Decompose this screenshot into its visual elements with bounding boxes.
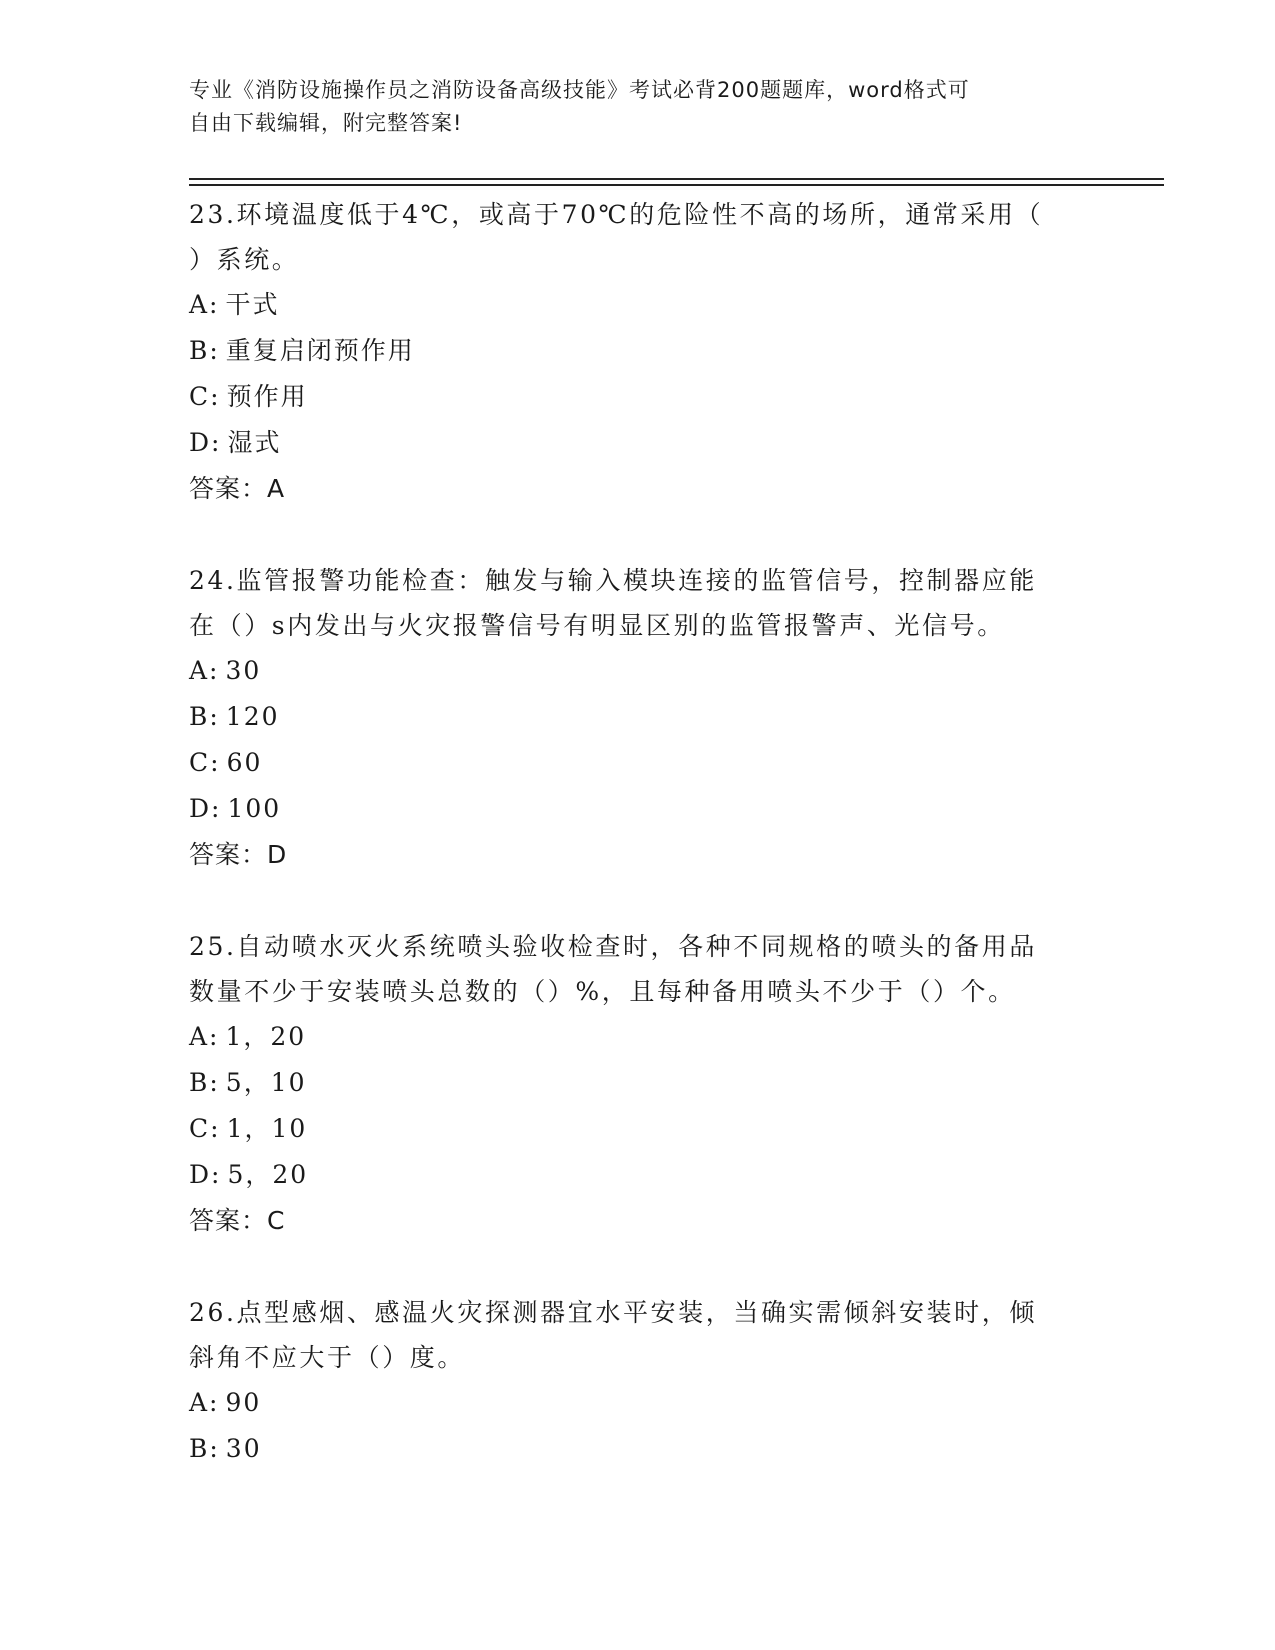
answer-line: 答案：D bbox=[189, 840, 288, 869]
option-text: 干式 bbox=[225, 290, 280, 319]
option-label: B: bbox=[189, 1068, 220, 1097]
option-text: 90 bbox=[225, 1388, 262, 1417]
option-a bbox=[189, 1014, 1089, 1060]
option-label: D: bbox=[189, 428, 222, 457]
option-label: B: bbox=[189, 1434, 220, 1463]
option-label: A: bbox=[189, 656, 220, 685]
question-stem-line-2: 在（）s内发出与火灾报警信号有明显区别的监管报警声、光信号。 bbox=[189, 611, 1005, 640]
question-stem bbox=[189, 1290, 1089, 1380]
option-label: C: bbox=[189, 382, 221, 411]
question-stem-line-1: 24.监管报警功能检查：触发与输入模块连接的监管信号，控制器应能 bbox=[189, 566, 1037, 595]
option-label: C: bbox=[189, 748, 221, 777]
question-stem-line-1: 25.自动喷水灭火系统喷头验收检查时，各种不同规格的喷头的备用品 bbox=[189, 932, 1037, 961]
question-stem-line-1: 26.点型感烟、感温火灾探测器宜水平安装，当确实需倾斜安装时，倾 bbox=[189, 1298, 1037, 1327]
option-label: D: bbox=[189, 1160, 222, 1189]
option-text: 重复启闭预作用 bbox=[225, 336, 415, 365]
option-label: A: bbox=[189, 1388, 220, 1417]
question-25 bbox=[189, 924, 1089, 1244]
option-label: A: bbox=[189, 290, 220, 319]
option-text: 湿式 bbox=[227, 428, 282, 457]
option-label: B: bbox=[189, 702, 220, 731]
option-text: 100 bbox=[227, 794, 282, 823]
question-stem-line-1: 23.环境温度低于4℃，或高于70℃的危险性不高的场所，通常采用（ bbox=[189, 200, 1044, 229]
header-divider-bottom bbox=[189, 184, 1164, 186]
option-d bbox=[189, 420, 1089, 466]
option-c bbox=[189, 740, 1089, 786]
option-text: 5，20 bbox=[227, 1160, 309, 1189]
question-list bbox=[189, 192, 1089, 1518]
option-text: 30 bbox=[225, 1434, 262, 1463]
option-text: 120 bbox=[225, 702, 280, 731]
header-divider-top bbox=[189, 178, 1164, 180]
option-b bbox=[189, 328, 1089, 374]
question-24 bbox=[189, 558, 1089, 878]
option-text: 5，10 bbox=[225, 1068, 307, 1097]
document-header bbox=[189, 74, 1079, 140]
option-text: 1，20 bbox=[225, 1022, 307, 1051]
option-text: 预作用 bbox=[226, 382, 308, 411]
option-label: D: bbox=[189, 794, 222, 823]
option-d bbox=[189, 1152, 1089, 1198]
answer-line: 答案：C bbox=[189, 1206, 286, 1235]
option-b bbox=[189, 694, 1089, 740]
question-23 bbox=[189, 192, 1089, 512]
option-label: C: bbox=[189, 1114, 221, 1143]
option-c bbox=[189, 374, 1089, 420]
option-a bbox=[189, 648, 1089, 694]
header-line-1: 专业《消防设施操作员之消防设备高级技能》考试必背200题题库，word格式可 bbox=[189, 78, 970, 102]
header-line-2: 自由下载编辑，附完整答案! bbox=[189, 111, 463, 135]
option-text: 1，10 bbox=[226, 1114, 308, 1143]
question-stem bbox=[189, 924, 1089, 1014]
option-b bbox=[189, 1426, 1089, 1472]
option-text: 30 bbox=[225, 656, 262, 685]
option-b bbox=[189, 1060, 1089, 1106]
option-a bbox=[189, 282, 1089, 328]
question-stem-line-2: ）系统。 bbox=[189, 245, 300, 274]
option-d bbox=[189, 786, 1089, 832]
option-a bbox=[189, 1380, 1089, 1426]
question-stem-line-2: 斜角不应大于（）度。 bbox=[189, 1343, 466, 1372]
question-stem-line-2: 数量不少于安装喷头总数的（）%，且每种备用喷头不少于（）个。 bbox=[189, 977, 1016, 1006]
option-label: B: bbox=[189, 336, 220, 365]
question-stem bbox=[189, 558, 1089, 648]
option-text: 60 bbox=[226, 748, 263, 777]
option-c bbox=[189, 1106, 1089, 1152]
question-stem bbox=[189, 192, 1089, 282]
option-label: A: bbox=[189, 1022, 220, 1051]
answer-line: 答案：A bbox=[189, 474, 286, 503]
question-26 bbox=[189, 1290, 1089, 1472]
